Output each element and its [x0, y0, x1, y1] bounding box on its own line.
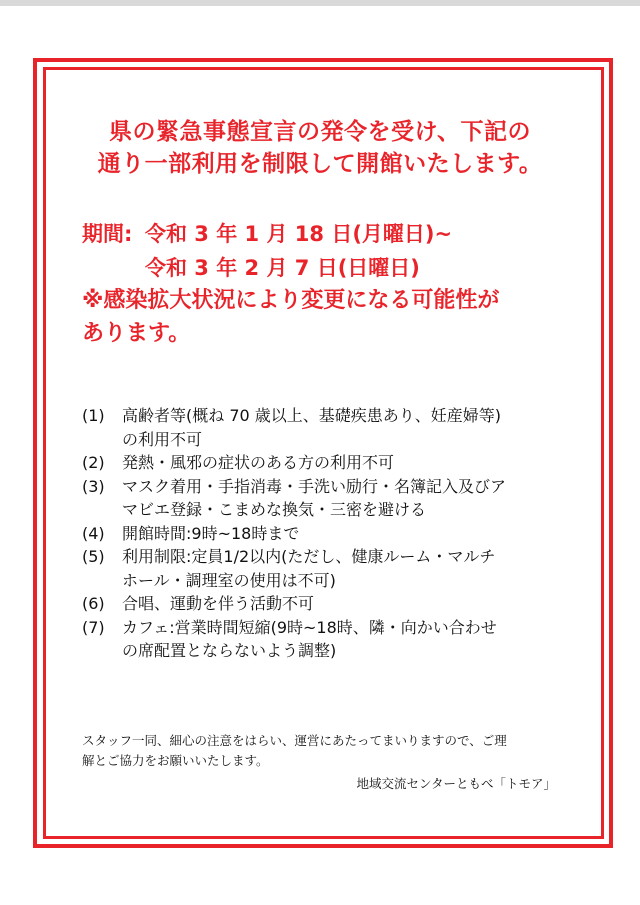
item-text: 発熱・風邪の症状のある方の利用不可	[122, 453, 395, 472]
item-text: 利用制限:定員1/2以内(ただし、健康ルーム・マルチ	[122, 547, 496, 566]
item-number: (1)	[82, 406, 105, 425]
list-item	[82, 545, 582, 592]
note-line-1: ※感染拡大状況により変更になる可能性が	[82, 288, 500, 313]
footer-line-1: スタッフ一同、細心の注意をはらい、運営にあたってまいりますので、ご理	[82, 733, 507, 748]
period-end: 令和 3 年 2 月 7 日(日曜日)	[145, 256, 420, 280]
list-item	[82, 592, 582, 616]
item-text: ホール・調理室の使用は不可)	[122, 570, 336, 590]
period-label: 期間:	[82, 222, 133, 246]
item-text: の席配置とならないよう調整)	[122, 641, 337, 660]
item-number: (2)	[82, 453, 105, 472]
headline-line-2: 通り一部利用を制限して開館いたします。	[97, 151, 543, 177]
item-text: 開館時間:9時~18時まで	[122, 523, 300, 543]
item-text: カフェ:営業時間短縮(9時~18時、隣・向かい合わせ	[122, 617, 497, 637]
item-text: 高齢者等(概ね 70 歳以上、基礎疾患あり、妊産婦等)	[122, 406, 502, 425]
list-item	[82, 475, 582, 522]
item-number: (5)	[82, 547, 105, 566]
list-item	[82, 616, 582, 663]
restriction-list	[82, 404, 582, 663]
item-number: (6)	[82, 594, 105, 613]
item-text: マスク着用・手指消毒・手洗い励行・名簿記入及びア	[122, 476, 507, 496]
note-line-2: あります。	[82, 321, 191, 346]
item-text: の利用不可	[122, 429, 203, 449]
organization-signature: 地域交流センターともべ「トモア」	[356, 776, 556, 791]
item-number: (4)	[82, 523, 105, 543]
scan-edge	[0, 0, 640, 6]
list-item	[82, 451, 582, 475]
list-item	[82, 404, 582, 451]
period-start: 令和 3 年 1 月 18 日(月曜日)~	[145, 222, 453, 246]
headline-line-1: 県の緊急事態宣言の発令を受け、下記の	[108, 119, 532, 145]
footer-line-2: 解とご協力をお願いいたします。	[82, 753, 269, 768]
list-item	[82, 522, 582, 546]
item-text: 合唱、運動を伴う活動不可	[122, 594, 315, 613]
item-number: (3)	[82, 476, 105, 496]
item-text: マビエ登録・こまめな換気・三密を避ける	[122, 500, 427, 519]
item-number: (7)	[82, 617, 105, 637]
